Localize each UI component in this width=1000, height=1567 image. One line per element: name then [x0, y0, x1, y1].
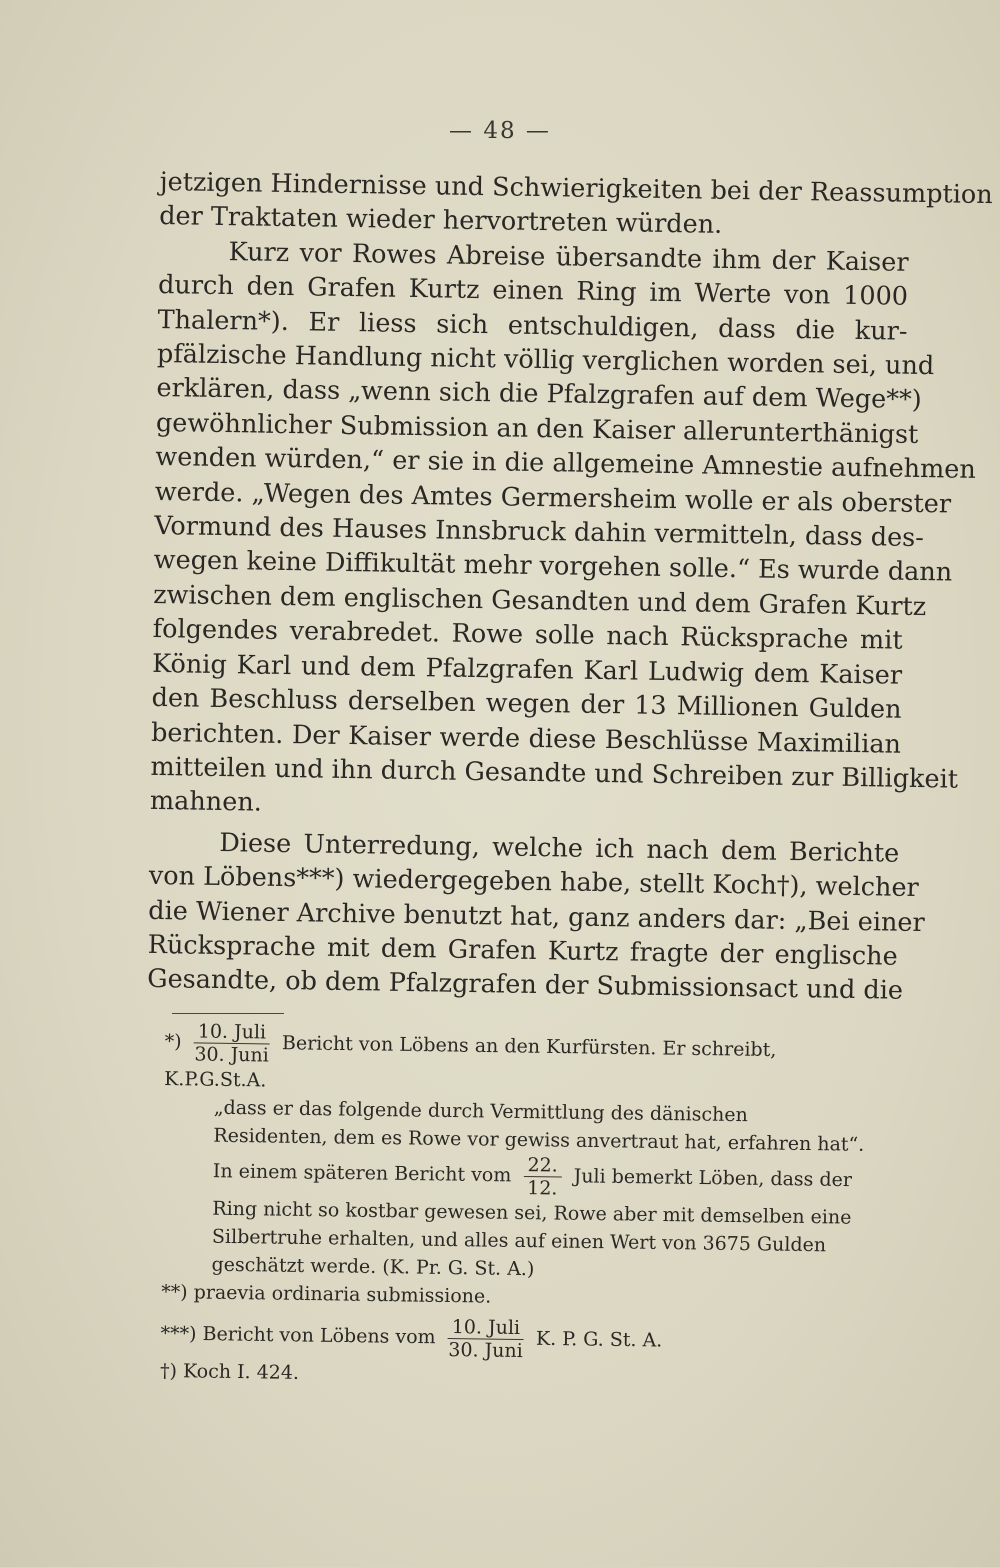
footnote-text: K. P. G. St. A.	[535, 1327, 663, 1352]
text-line: Diese Unterredung, welche ich nach dem Berichte	[219, 827, 900, 869]
footnote-marker: †)	[159, 1359, 178, 1383]
footnote-text: In einem späteren Bericht vom	[212, 1160, 512, 1187]
footnote-text: Juli bemerkt Löben, dass der	[573, 1165, 853, 1192]
footnote-text: „dass er das folgende durch Vermittlung des dänischen	[213, 1096, 748, 1127]
text-line: Kurz vor Rowes Abreise übersandte ihm der Kaiser	[228, 236, 909, 278]
footnotes	[160, 1020, 905, 1395]
date-fraction	[193, 1020, 270, 1066]
fraction-numerator: 22.	[523, 1154, 562, 1178]
text-line: pfälzische Handlung nicht völlig verglichen worden sei, und	[156, 339, 935, 382]
text-line: von Löbens***) wiedergegeben habe, stellt Koch†), welcher	[148, 861, 919, 904]
footnote-text: Residenten, dem es Rowe vor gewiss anvertraut hat, erfahren hat“.	[213, 1124, 865, 1156]
text-line: zwischen dem englischen Gesandten und dem Grafen Kurtz	[153, 579, 927, 622]
text-line: folgendes verabredet. Rowe solle nach Rücksprache mit	[152, 614, 903, 657]
text-line: Thalern*). Er liess sich entschuldigen, dass die kur-	[157, 304, 908, 347]
fraction-denominator: 30. Juni	[448, 1338, 523, 1363]
date-fraction	[447, 1316, 524, 1362]
text-line: Gesandte, ob dem Pfalzgrafen der Submissionsact und die	[146, 964, 904, 1007]
footnote-text: praevia ordinaria submissione.	[193, 1281, 492, 1308]
footnote-marker: *)	[164, 1030, 182, 1053]
text-line: mahnen.	[149, 786, 263, 818]
text-line: berichten. Der Kaiser werde diese Beschlüsse Maximilian	[150, 717, 902, 760]
text-line: Vormund des Hauses Innsbruck dahin vermitteln, dass des-	[154, 511, 925, 554]
text-line: den Beschluss derselben wegen der 13 Millionen Gulden	[151, 683, 902, 725]
footnote-separator	[172, 1013, 284, 1014]
footnote-marker: **)	[161, 1280, 188, 1304]
footnote-text: Bericht von Löbens vom	[202, 1323, 436, 1349]
text-line: erklären, dass „wenn sich die Pfalzgrafen auf dem Wege**)	[156, 373, 922, 416]
text-line: Rücksprache mit dem Grafen Kurtz fragte der englische	[147, 929, 898, 972]
footnote-1	[161, 1020, 905, 1288]
footnote-text: Ring nicht so kostbar gewesen sei, Rowe aber mit demselben eine	[212, 1197, 852, 1229]
footnote-marker: ***)	[160, 1322, 197, 1345]
fraction-denominator: 30. Juni	[194, 1043, 269, 1067]
footnote-text: K.P.G.St.A.	[164, 1067, 267, 1092]
footnote-text: geschätzt werde. (K. Pr. G. St. A.)	[211, 1253, 535, 1281]
text-line: mitteilen und ihn durch Gesandte und Schreiben zur Billigkeit	[150, 751, 959, 795]
text-line: der Traktaten wieder hervortreten würden.	[158, 201, 723, 241]
fraction-numerator: 10. Juli	[448, 1316, 525, 1340]
date-fraction	[523, 1154, 562, 1200]
fraction-denominator: 12.	[527, 1177, 558, 1200]
page-number-header: — 48 —	[449, 118, 551, 144]
body-text	[146, 165, 993, 1008]
text-line: jetzigen Hindernisse und Schwierigkeiten bei der Reassumption	[159, 166, 993, 211]
text-line: durch den Grafen Kurtz einen Ring im Werte von 1000	[157, 270, 909, 312]
text-line: gewöhnlicher Submission an den Kaiser allerunterthänigst	[155, 407, 919, 450]
text-line: werde. „Wegen des Amtes Germersheim wolle er als oberster	[154, 476, 952, 520]
footnote-text: Silbertruhe erhalten, und alles auf einen Wert von 3675 Gulden	[211, 1225, 827, 1257]
text-line: wenden würden,“ er sie in die allgemeine Amnestie aufnehmen	[155, 442, 977, 486]
text-line: König Karl und dem Pfalzgrafen Karl Ludwig dem Kaiser	[151, 648, 903, 691]
footnote-text: Koch I. 424.	[182, 1360, 300, 1384]
text-line: wegen keine Diffikultät mehr vorgehen solle.“ Es wurde dann	[153, 545, 953, 588]
fraction-numerator: 10. Juli	[194, 1020, 271, 1044]
text-line: die Wiener Archive benutzt hat, ganz anders dar: „Bei einer	[148, 895, 925, 938]
footnote-text: Bericht von Löbens an den Kurfürsten. Er schreibt,	[281, 1032, 777, 1062]
